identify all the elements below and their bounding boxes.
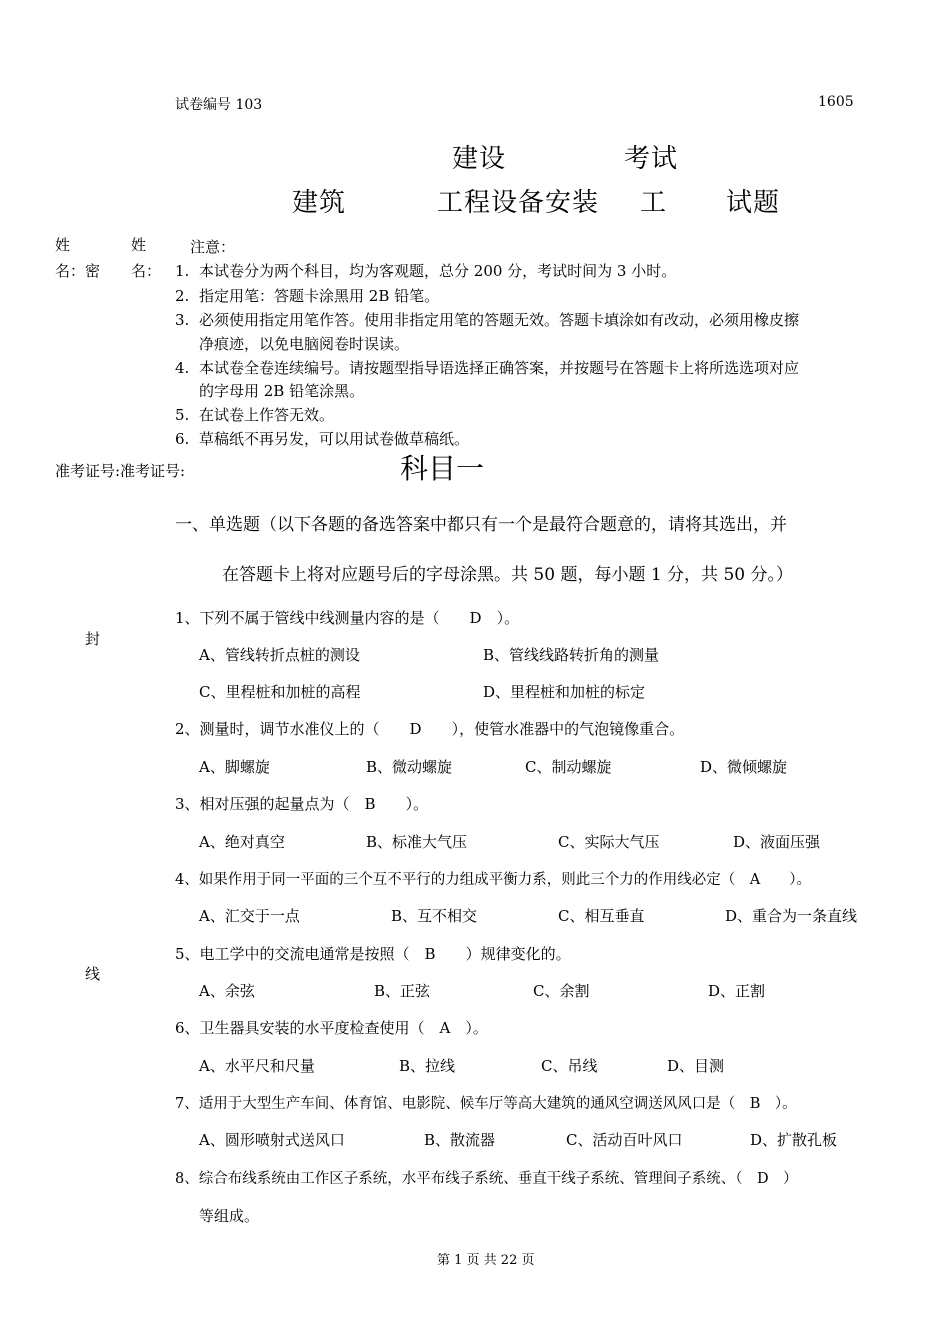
- section-instruction-line-1: 一、单选题（以下各题的备选答案中都只有一个是最符合题意的，请将其选出，并: [175, 515, 787, 535]
- question-4-stem: 4、如果作用于同一平面的三个互不平行的力组成平衡力系，则此三个力的作用线必定（ A ）。: [175, 872, 811, 888]
- question-6-option-b: B、拉线: [399, 1057, 456, 1075]
- notice-item-1: [175, 259, 875, 283]
- paper-code: 1605: [818, 94, 854, 110]
- notice-item-3-cont: 净痕迹，以免电脑阅卷时误读。: [199, 335, 410, 353]
- question-6-option-c: C、吊线: [541, 1057, 598, 1075]
- title-word-1: 建设: [452, 144, 507, 174]
- notice-item-4-cont: 的字母用 2B 铅笔涂黑。: [199, 382, 365, 400]
- question-3-option-d: D、液面压强: [733, 833, 821, 851]
- question-5-stem: 5、电工学中的交流电通常是按照（ B ）规律变化的。: [175, 945, 571, 963]
- side-name-2b: 名：: [131, 262, 162, 280]
- question-5-option-b: B、正弦: [374, 982, 431, 1000]
- subject-title: 科目一: [400, 452, 485, 485]
- question-3-option-c: C、实际大气压: [558, 833, 660, 851]
- question-7-stem: 7、适用于大型生产车间、体育馆、电影院、候车厅等高大建筑的通风空调送风风口是（ B ）。: [175, 1096, 797, 1112]
- question-4-option-b: B、互不相交: [391, 907, 478, 925]
- paper-number: 试卷编号 103: [175, 97, 263, 113]
- question-5-option-d: D、正割: [708, 982, 766, 1000]
- notice-item-text: 草稿纸不再另发，可以用试卷做草稿纸。: [199, 430, 470, 448]
- question-7-option-d: D、扩散孔板: [750, 1131, 838, 1149]
- title-word-3: 建筑: [292, 188, 347, 218]
- side-name-1b: 名：密: [55, 262, 101, 280]
- notice-item-number: 6.: [175, 430, 190, 448]
- notice-heading: 注意：: [190, 238, 236, 256]
- question-1-option-d: D、里程桩和加桩的标定: [483, 683, 646, 701]
- title-word-5: 工: [640, 188, 668, 218]
- question-1-stem: 1、下列不属于管线中线测量内容的是（ D ）。: [175, 609, 520, 627]
- notice-item-6: [175, 427, 875, 451]
- notice-item-number: 2.: [175, 287, 190, 305]
- question-7-option-c: C、活动百叶风口: [566, 1131, 683, 1149]
- question-1-option-c: C、里程桩和加桩的高程: [199, 683, 361, 701]
- question-2-option-c: C、制动螺旋: [525, 758, 612, 776]
- question-7-option-a: A、圆形喷射式送风口: [199, 1131, 345, 1149]
- question-3-option-a: A、绝对真空: [199, 833, 285, 851]
- notice-item-text: 指定用笔：答题卡涂黑用 2B 铅笔。: [199, 287, 440, 305]
- notice-item-number: 4.: [175, 359, 190, 377]
- question-6-stem: 6、卫生器具安装的水平度检查使用（ A ）。: [175, 1019, 488, 1037]
- question-2-stem: 2、测量时，调节水准仪上的（ D ），使管水准器中的气泡镜像重合。: [175, 720, 685, 738]
- question-4-option-a: A、汇交于一点: [199, 907, 300, 925]
- section-instruction-line-2: 在答题卡上将对应题号后的字母涂黑。共 50 题，每小题 1 分，共 50 分。）: [222, 565, 794, 585]
- question-4-option-d: D、重合为一条直线: [725, 907, 858, 925]
- question-5-option-c: C、余割: [533, 982, 590, 1000]
- notice-item-4: [175, 356, 875, 380]
- notice-item-3: [175, 308, 875, 332]
- notice-item-number: 5.: [175, 406, 190, 424]
- question-1-option-b: B、管线线路转折角的测量: [483, 646, 660, 664]
- title-word-6: 试题: [726, 188, 781, 218]
- notice-item-5: [175, 403, 875, 427]
- question-7-option-b: B、散流器: [424, 1131, 496, 1149]
- question-5-option-a: A、余弦: [199, 982, 255, 1000]
- side-line-mark: 线: [85, 965, 101, 983]
- notice-item-text: 本试卷分为两个科目，均为客观题，总分 200 分，考试时间为 3 小时。: [199, 262, 677, 280]
- side-ticket-number: 准考证号:准考证号:: [55, 462, 186, 480]
- notice-item-2: [175, 284, 875, 308]
- question-6-option-d: D、目测: [667, 1057, 725, 1075]
- notice-item-number: 3.: [175, 311, 190, 329]
- notice-item-number: 1.: [175, 262, 190, 280]
- title-word-2: 考试: [624, 144, 679, 174]
- question-2-option-b: B、微动螺旋: [366, 758, 453, 776]
- question-4-option-c: C、相互垂直: [558, 907, 645, 925]
- notice-item-text: 本试卷全卷连续编号。请按题型指导语选择正确答案，并按题号在答题卡上将所选选项对应: [199, 359, 800, 377]
- page-footer: 第 1 页 共 22 页: [437, 1253, 535, 1268]
- question-2-option-d: D、微倾螺旋: [700, 758, 788, 776]
- question-1-option-a: A、管线转折点桩的测设: [199, 646, 360, 664]
- side-name-2a: 姓: [131, 236, 147, 254]
- notice-item-text: 在试卷上作答无效。: [199, 406, 335, 424]
- question-8-stem: 8、综合布线系统由工作区子系统，水平布线子系统、垂直干线子系统、管理间子系统、（ D ）: [175, 1171, 798, 1187]
- side-seal-mark: 封: [85, 630, 101, 648]
- question-8-stem-cont: 等组成。: [199, 1207, 260, 1225]
- question-6-option-a: A、水平尺和尺量: [199, 1057, 315, 1075]
- question-3-option-b: B、标准大气压: [366, 833, 468, 851]
- notice-item-text: 必须使用指定用笔作答。使用非指定用笔的答题无效。答题卡填涂如有改动，必须用橡皮擦: [199, 311, 800, 329]
- side-name-1a: 姓: [55, 236, 71, 254]
- question-3-stem: 3、相对压强的起量点为（ B ）。: [175, 795, 429, 813]
- question-2-option-a: A、脚螺旋: [199, 758, 270, 776]
- title-word-4: 工程设备安装: [437, 188, 600, 218]
